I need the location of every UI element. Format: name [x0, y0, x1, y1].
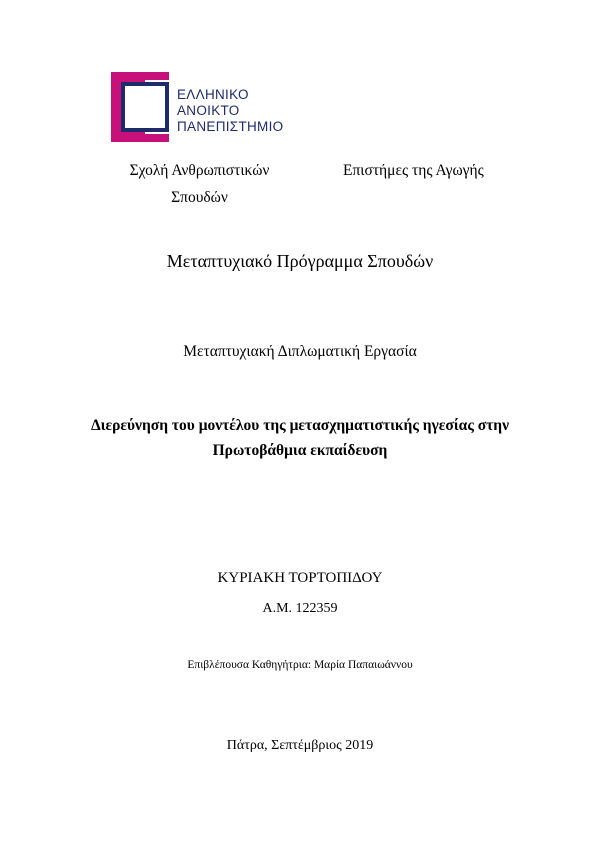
- logo-line-2: ΑΝΟΙΚΤΟ: [177, 103, 240, 118]
- school-name: Σχολή Ανθρωπιστικών Σπουδών: [129, 162, 270, 206]
- supervisor-line: Επιβλέπουσα Καθηγήτρια: Μαρία Παπαιωάννου: [187, 659, 413, 671]
- place-and-date: Πάτρα, Σεπτέμβριος 2019: [226, 738, 374, 753]
- logo-line-3: ΠΑΝΕΠΙΣΤΗΜΙΟ: [177, 119, 284, 134]
- program-name: Μεταπτυχιακό Πρόγραμμα Σπουδών: [166, 251, 434, 271]
- logo-emblem-icon: [111, 72, 175, 142]
- student-id: Α.Μ. 122359: [262, 601, 338, 616]
- logo-wordmark: [177, 87, 283, 135]
- thesis-type: Μεταπτυχιακή Διπλωματική Εργασία: [183, 343, 417, 360]
- logo-line-1: ΕΛΛΗΝΙΚΟ: [177, 87, 249, 102]
- author-name: ΚΥΡΙΑΚΗ ΤΟΡΤΟΠΙΔΟΥ: [217, 570, 383, 586]
- university-logo: [111, 72, 301, 142]
- department-name: Επιστήμες της Αγωγής: [343, 162, 484, 179]
- thesis-title: Διερεύνηση του μοντέλου της μετασχηματιστικής ηγεσίας στην Πρωτοβάθμια εκπαίδευση: [90, 417, 510, 459]
